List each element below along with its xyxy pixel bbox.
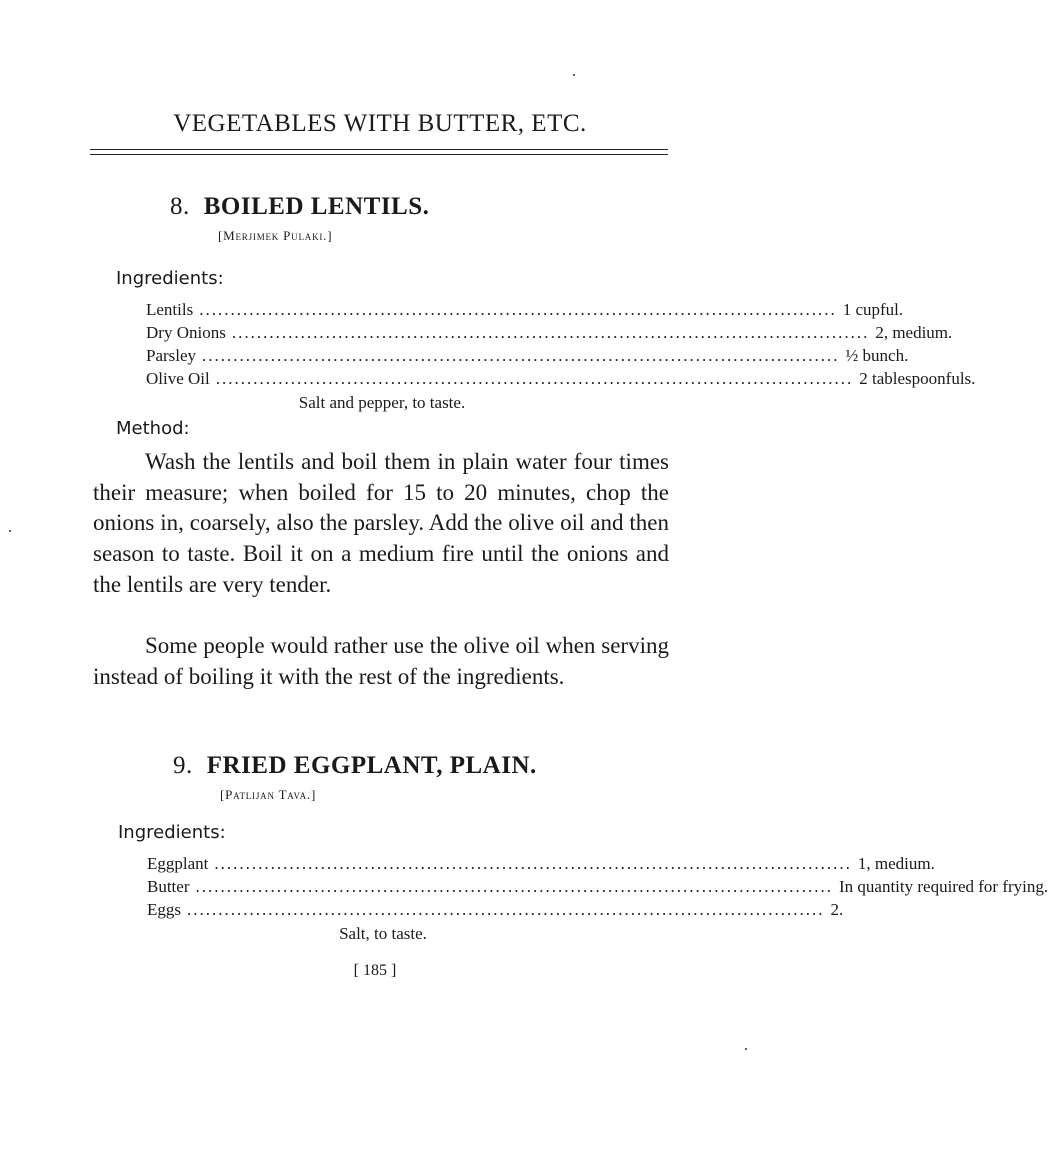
ingredient-qty: In quantity required for frying. [839,877,1048,896]
scan-speck [745,1048,747,1050]
recipe-8-method-label: Method: [116,418,190,439]
recipe-8-title [170,193,429,221]
ingredient-qty: 1, medium. [857,854,935,873]
scan-speck [9,530,11,532]
dot-leader: ...................................................................................................... [199,300,837,319]
dot-leader: ...................................................................................................... [214,854,852,873]
recipe-9-title [173,752,537,780]
ingredient-row [146,346,909,368]
recipe-8-subtitle: [Merjimek Pulaki.] [218,228,333,243]
ingredient-row [147,854,935,876]
ingredient-qty: 2 tablespoonfuls. [859,369,976,388]
recipe-9-number: 9. [173,752,193,779]
ingredient-row [147,900,844,922]
ingredient-qty: 2, medium. [875,323,953,342]
ingredient-name: Parsley [146,346,197,365]
ingredient-name: Dry Onions [146,323,226,342]
dot-leader: ...................................................................................................... [187,900,825,919]
scan-speck [573,74,575,76]
ingredient-qty: ½ bunch. [845,346,909,365]
header-rule-top [90,149,668,150]
ingredient-row [146,323,953,345]
method-paragraph: Wash the lentils and boil them in plain water four times their measure; when boiled for 15 to 20 minutes, chop the onions in, coarsely, also the parsley. Add the olive oil and then season to taste. Boil it on a medium fire until the onions and the lentils are very tender. [93,449,669,597]
ingredient-row [146,300,904,322]
dot-leader: ...................................................................................................... [231,323,870,342]
ingredient-name: Lentils [146,300,194,319]
recipe-9-seasoning: Salt, to taste. [339,924,427,943]
dot-leader: ...................................................................................................... [215,369,854,388]
dot-leader: ...................................................................................................... [195,877,833,896]
method-paragraph: Some people would rather use the olive oil when serving instead of boiling it with the rest of the ingredients. [93,633,669,689]
running-header: VEGETABLES WITH BUTTER, ETC. [173,110,587,137]
recipe-9-ingredients-label: Ingredients: [118,822,226,843]
ingredient-name: Olive Oil [146,369,210,388]
ingredient-qty: 2. [830,900,844,919]
ingredient-name: Butter [147,877,190,896]
recipe-8-name: BOILED LENTILS. [203,193,430,220]
recipe-9-name: FRIED EGGPLANT, PLAIN. [206,752,537,779]
ingredient-qty: 1 cupful. [842,300,904,319]
recipe-8-number: 8. [170,193,190,220]
ingredient-row [147,877,1048,899]
recipe-8-seasoning: Salt and pepper, to taste. [298,393,466,412]
dot-leader: ...................................................................................................... [202,346,840,365]
ingredient-name: Eggs [147,900,181,919]
recipe-8-ingredients-label: Ingredients: [116,268,224,289]
page-number: [ 185 ] [353,962,397,979]
recipe-9-subtitle: [Patlijan Tava.] [220,787,317,802]
header-rule-bottom [90,154,668,155]
ingredient-name: Eggplant [147,854,209,873]
ingredient-row [146,369,976,391]
